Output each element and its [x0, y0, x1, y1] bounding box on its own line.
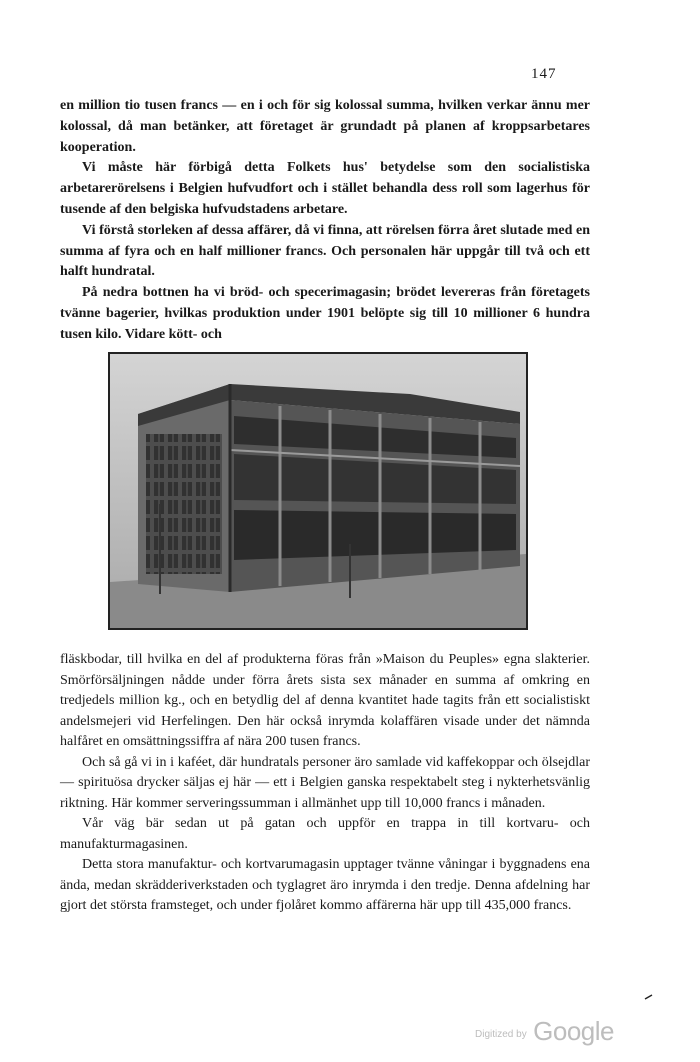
paragraph: fläskbodar, till hvilka en del af produkterna föras från »Maison du Peuples» egna slakterier. Smörförsäljningen nådde under förra årets sista sex månader en summa af omkring en tredjedels million kg., och en betydlig del af denna kvantitet hade tagits från ett socialistiskt andelsmejeri vid Herfelingen. Den här också inrymda kolaffären visade under det nämnda halfåret en omsättningssiffra af nära 200 tusen francs. — [60, 652, 590, 749]
paragraph: Detta stora manufaktur- och kortvarumagasin upptager tvänne våningar i byggnadens ena ända, medan skrädderiverkstaden och tyglagret äro inrymda i den tredje. Denna afdelning har gjort det största framsteget, och under fjolåret kommo affärerna här upp till 435,000 francs. — [60, 857, 590, 913]
page-number: 147 — [531, 66, 557, 82]
paragraph: På nedra bottnen ha vi bröd- och specerimagasin; brödet levereras från företagets tvänne bagerier, hvilkas produktion under 1901 belöpte sig till 10 millioner 6 hundra tusen kilo. Vidare kött- och — [60, 285, 590, 342]
building-photograph — [108, 352, 528, 630]
paragraph: Och så gå vi in i kaféet, där hundratals personer äro samlade vid kaffekoppar och ölsejdlar — spirituösa drycker säljas ej här — ett i Belgien ganska respektabelt steg i nykterhetsvänlig riktning. Här kommer serveringssumman i allmänhet upp till 10,000 francs i månaden. — [60, 754, 590, 811]
digitization-watermark — [475, 1016, 614, 1047]
window-grid-left — [146, 434, 222, 574]
google-logo: Google — [533, 1016, 614, 1046]
paragraph: Vi förstå storleken af dessa affärer, då vi finna, att rörelsen förra året slutade med en summa af fyra och en half millioner francs. Och personalen här uppgår till två och ett halft hundratal. — [60, 222, 590, 280]
text-block-bottom — [60, 650, 590, 917]
text-block-top — [60, 96, 590, 346]
paragraph: Vi måste här förbigå detta Folkets hus' betydelse som den socialistiska arbetarerörelsens i Belgien hufvudfort och i stället behandla dess roll som lagerhus för tusende af den belgiska hufvudstadens arbetare. — [60, 160, 590, 217]
paragraph: Vår väg bär sedan ut på gatan och uppför en trappa in till kortvaru- och manufakturmagasinen. — [60, 816, 590, 852]
digitized-by-label: Digitized by — [475, 1029, 527, 1040]
ink-speck — [644, 994, 654, 1000]
paragraph: en million tio tusen francs — en i och för sig kolossal summa, hvilken verkar ännu mer kolossal, då man betänker, att företaget är grundadt på planen af kroppsarbetares kooperation. — [60, 98, 590, 155]
